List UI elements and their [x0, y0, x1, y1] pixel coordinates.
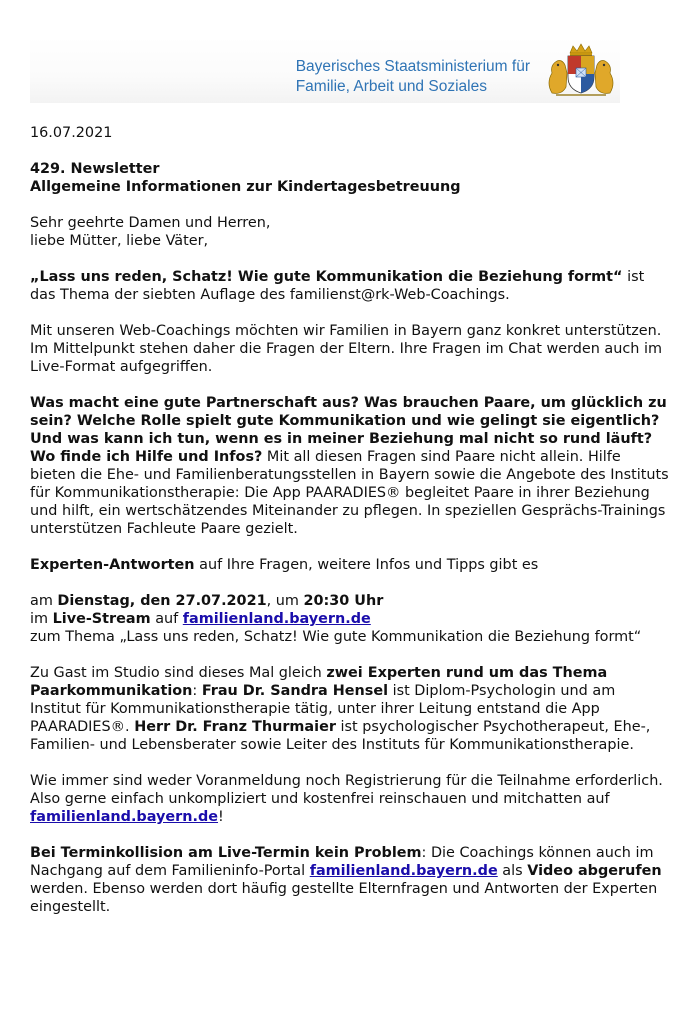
video-bold-1: Bei Terminkollision am Live-Termin kein Problem [30, 845, 422, 861]
newsletter-subtitle: Allgemeine Informationen zur Kindertagesbetreuung [30, 179, 461, 195]
event-topic: zum Thema „Lass uns reden, Schatz! Wie gute Kommunikation die Beziehung formt“ [30, 629, 642, 645]
letterhead [30, 37, 620, 103]
event-auf: auf [150, 611, 183, 627]
guests-bold-topic: zwei Experten rund um das Thema Paarkommunikation [30, 665, 608, 699]
video-text-3: werden. Ebenso werden dort häufig gestellte Elternfragen und Antworten der Experten eingestellt. [30, 881, 658, 915]
guest-hensel: Frau Dr. Sandra Hensel [201, 683, 389, 699]
web-coaching-paragraph: Mit unseren Web-Coachings möchten wir Familien in Bayern ganz konkret unterstützen. Im Mittelpunkt stehen daher die Fragen der Eltern. Ihre Fragen im Chat werden auch im Live-Format aufgegriffen. [30, 323, 662, 375]
questions-paragraph [30, 394, 670, 538]
questions-bold: Was macht eine gute Partnerschaft aus? Was brauchen Paare, um glücklich zu sein? Welche Rolle spielt gute Kommunikation und wie gelingt sie eigentlich? Und was kann ich tun, wenn es in meiner Beziehung mal nicht so rund läuft? Wo finde ich Hilfe und Infos? [30, 395, 667, 465]
video-text-1: : Die Coachings können auch im Nachgang auf dem Familieninfo-Portal [30, 845, 654, 879]
bavarian-coat-of-arms-icon [542, 43, 620, 99]
newsletter-heading [30, 160, 670, 196]
questions-text: Mit all diesen Fragen sind Paare nicht allein. Hilfe bieten die Ehe- und Familienberatungsstellen in Bayern sowie die Angebote des Instituts für Kommunikationstherapie: Die App PAARADIES® begleitet Paare in ihrer Beziehung und hilft, ein wertschätzendes Miteinander zu pflegen. In speziellen Gesprächs-Trainings unterstützen Fachleute Paare gezielt. [30, 449, 669, 537]
ministry-line-2: Familie, Arbeit und Soziales [295, 78, 487, 95]
registration-end: ! [218, 809, 224, 825]
salutation-line-1: Sehr geehrte Damen und Herren, [30, 215, 271, 231]
salutation [30, 214, 670, 250]
video-bold-2: Video abgerufen [527, 863, 662, 879]
ministry-line-1: Bayerisches Staatsministerium für [295, 58, 530, 75]
intro-text: ist das Thema der siebten Auflage des familienst@rk-Web-Coachings. [30, 269, 645, 303]
event-im: im [30, 611, 53, 627]
coaching-title: „Lass uns reden, Schatz! Wie gute Kommunikation die Beziehung formt“ [30, 269, 623, 285]
date: 16.07.2021 [30, 125, 113, 141]
event-date: Dienstag, den 27.07.2021 [57, 593, 267, 609]
intro-paragraph [30, 268, 670, 304]
experts-paragraph [30, 556, 670, 574]
familienland-link[interactable]: familienland.bayern.de [30, 809, 219, 825]
guests-text-3: ist Diplom-Psychologin und am Institut für Kommunikationstherapie tätig, unter ihrer Leitung entstand die App PAARADIES®. [30, 683, 616, 735]
newsletter-number: 429. Newsletter [30, 161, 160, 177]
guest-thurmaier: Herr Dr. Franz Thurmaier [134, 719, 336, 735]
event-details [30, 592, 670, 646]
registration-paragraph [30, 772, 670, 826]
guests-text-2: : [192, 683, 202, 699]
guests-text-4: ist psychologischer Psychotherapeut, Ehe-, Familien- und Lebensberater sowie Leiter des Instituts für Kommunikationstherapie. [30, 719, 651, 753]
newsletter-body [30, 124, 670, 934]
event-stream: Live-Stream [52, 611, 151, 627]
guests-text-1: Zu Gast im Studio sind dieses Mal gleich [30, 665, 327, 681]
event-am: am [30, 593, 58, 609]
familienland-link[interactable]: familienland.bayern.de [182, 611, 371, 627]
experts-bold: Experten-Antworten [30, 557, 195, 573]
video-text-2: als [497, 863, 528, 879]
familienland-link[interactable]: familienland.bayern.de [309, 863, 498, 879]
video-paragraph [30, 844, 670, 916]
experts-text: auf Ihre Fragen, weitere Infos und Tipps gibt es [194, 557, 539, 573]
registration-text: Wie immer sind weder Voranmeldung noch Registrierung für die Teilnahme erforderlich. Also gerne einfach unkompliziert und kostenfrei reinschauen und mitchatten auf [30, 773, 663, 807]
event-um: , um [266, 593, 304, 609]
salutation-line-2: liebe Mütter, liebe Väter, [30, 233, 209, 249]
ministry-name [296, 57, 530, 97]
event-time: 20:30 Uhr [303, 593, 384, 609]
guests-paragraph [30, 664, 670, 754]
